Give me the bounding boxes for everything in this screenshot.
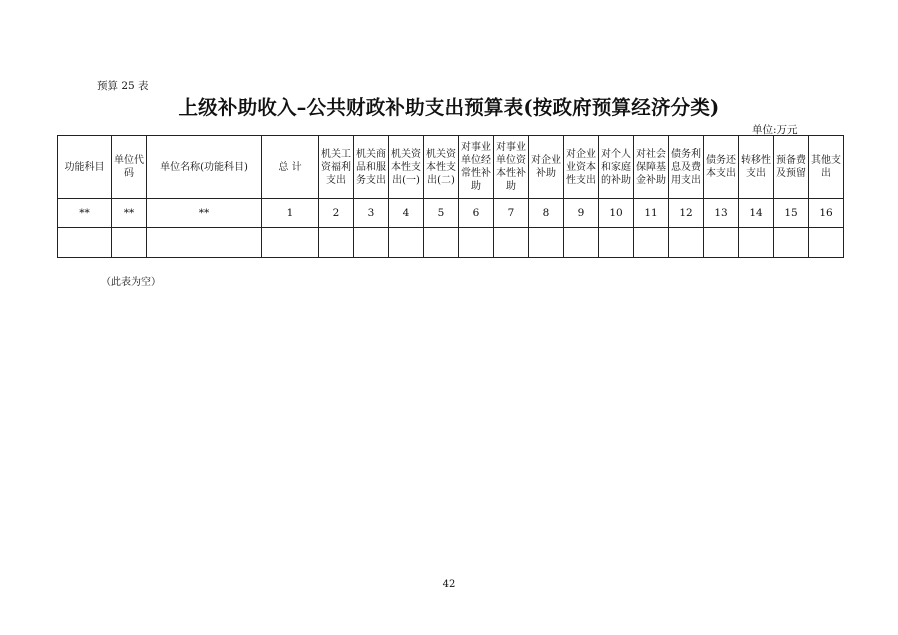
table-cell: 2	[319, 199, 354, 228]
index-row	[58, 199, 844, 228]
table-cell: **	[112, 199, 147, 228]
page-number: 42	[442, 579, 456, 590]
table-cell	[564, 228, 599, 258]
table-cell	[669, 228, 704, 258]
table-cell: 6	[459, 199, 494, 228]
column-header: 机关商品和服务支出	[354, 136, 389, 199]
empty-table-note: （此表为空）	[101, 277, 161, 288]
column-header: 预备费及预留	[774, 136, 809, 199]
column-header: 机关资本性支出(二)	[424, 136, 459, 199]
table-cell: 7	[494, 199, 529, 228]
column-header: 单位代码	[112, 136, 147, 199]
table-cell: 11	[634, 199, 669, 228]
column-header: 单位名称(功能科目)	[147, 136, 262, 199]
column-header: 其他支出	[809, 136, 844, 199]
table-cell	[424, 228, 459, 258]
unit-label: 单位:万元	[752, 124, 798, 136]
table-cell: 16	[809, 199, 844, 228]
table-cell	[262, 228, 319, 258]
column-header: 债务利息及费用支出	[669, 136, 704, 199]
table-cell	[739, 228, 774, 258]
table-cell	[459, 228, 494, 258]
table-cell: 3	[354, 199, 389, 228]
table-cell: 10	[599, 199, 634, 228]
table-cell	[58, 228, 112, 258]
table-cell: 12	[669, 199, 704, 228]
column-header: 对事业单位经常性补助	[459, 136, 494, 199]
column-header: 对企业业资本性支出	[564, 136, 599, 199]
table-cell	[494, 228, 529, 258]
column-header: 机关工资福利支出	[319, 136, 354, 199]
table-cell	[809, 228, 844, 258]
column-header: 功能科目	[58, 136, 112, 199]
table-cell: 14	[739, 199, 774, 228]
form-number: 预算 25 表	[97, 80, 149, 92]
document-title: 上级补助收入–公共财政补助支出预算表(按政府预算经济分类)	[178, 96, 720, 119]
table-cell	[634, 228, 669, 258]
budget-table	[57, 135, 844, 258]
table-cell	[112, 228, 147, 258]
table-cell	[147, 228, 262, 258]
table-cell	[774, 228, 809, 258]
table-cell	[529, 228, 564, 258]
table-cell: 13	[704, 199, 739, 228]
column-header: 对社会保障基金补助	[634, 136, 669, 199]
table-cell: 9	[564, 199, 599, 228]
table-cell	[704, 228, 739, 258]
table-cell: 8	[529, 199, 564, 228]
table-cell: 1	[262, 199, 319, 228]
table-cell: **	[58, 199, 112, 228]
table-cell	[319, 228, 354, 258]
table-cell: **	[147, 199, 262, 228]
column-header: 对企业补助	[529, 136, 564, 199]
table-cell	[354, 228, 389, 258]
header-row	[58, 136, 844, 199]
column-header: 对个人和家庭的补助	[599, 136, 634, 199]
column-header: 转移性支出	[739, 136, 774, 199]
table-cell	[389, 228, 424, 258]
table-cell: 15	[774, 199, 809, 228]
column-header: 对事业单位资本性补助	[494, 136, 529, 199]
column-header: 债务还本支出	[704, 136, 739, 199]
column-header: 总 计	[262, 136, 319, 199]
column-header: 机关资本性支出(一)	[389, 136, 424, 199]
empty-data-row	[58, 228, 844, 258]
table-cell	[599, 228, 634, 258]
table-cell: 4	[389, 199, 424, 228]
table-cell: 5	[424, 199, 459, 228]
